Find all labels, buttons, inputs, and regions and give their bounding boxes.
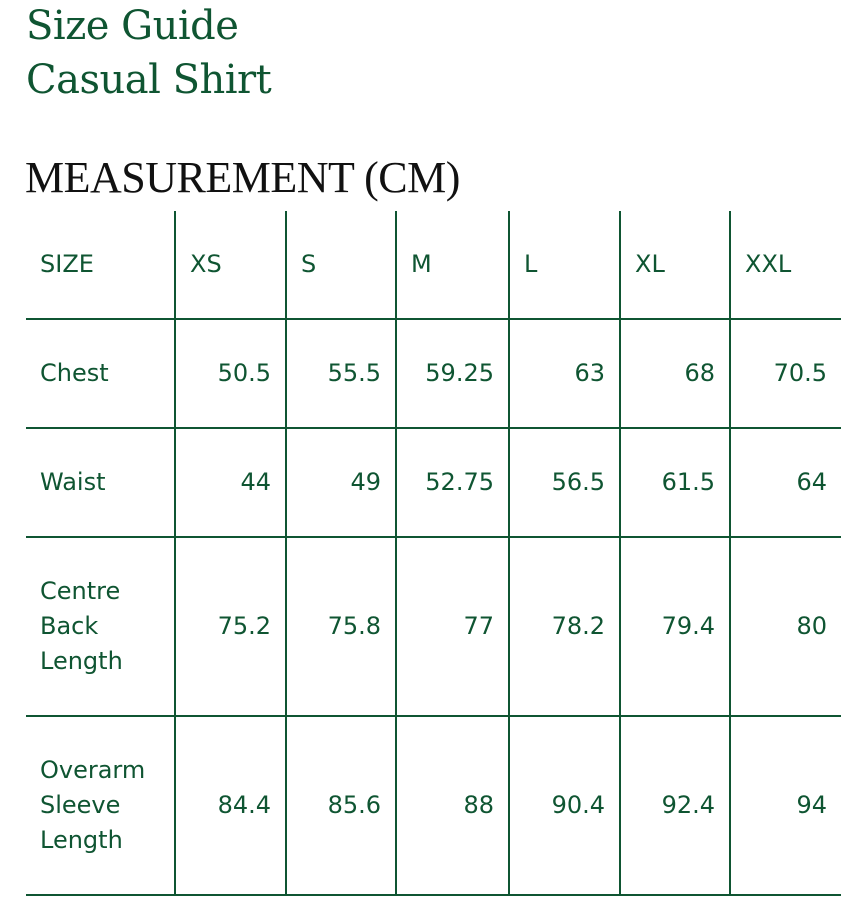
size-header-l: L xyxy=(509,211,620,319)
table-cell: 84.4 xyxy=(175,716,286,895)
label-line: Length xyxy=(40,647,123,675)
size-header-s: S xyxy=(286,211,396,319)
table-cell: 94 xyxy=(730,716,841,895)
table-cell: 75.8 xyxy=(286,537,396,716)
table-cell: 79.4 xyxy=(620,537,730,716)
table-cell: 50.5 xyxy=(175,319,286,428)
label-line: Sleeve xyxy=(40,791,121,819)
label-line: Overarm xyxy=(40,756,146,784)
page-title: Size Guide xyxy=(26,3,239,49)
label-line: Back xyxy=(40,612,99,640)
table-row-overarm-sleeve-length xyxy=(26,716,841,895)
table-cell: 68 xyxy=(620,319,730,428)
table-cell: 55.5 xyxy=(286,319,396,428)
table-cell: 44 xyxy=(175,428,286,537)
table-cell: 59.25 xyxy=(396,319,509,428)
table-cell: 75.2 xyxy=(175,537,286,716)
size-header-m: M xyxy=(396,211,509,319)
header-row xyxy=(26,211,841,319)
table-cell: 63 xyxy=(509,319,620,428)
size-header-xs: XS xyxy=(175,211,286,319)
row-label-chest: Chest xyxy=(26,319,175,428)
size-header-label: SIZE xyxy=(26,211,175,319)
table-cell: 56.5 xyxy=(509,428,620,537)
table-cell: 92.4 xyxy=(620,716,730,895)
table-row-waist xyxy=(26,428,841,537)
row-label-overarm-sleeve-length xyxy=(26,716,175,895)
size-table xyxy=(26,211,841,896)
row-label-waist: Waist xyxy=(26,428,175,537)
table-cell: 52.75 xyxy=(396,428,509,537)
table-cell: 78.2 xyxy=(509,537,620,716)
table-cell: 85.6 xyxy=(286,716,396,895)
row-label-centre-back-length xyxy=(26,537,175,716)
table-cell: 90.4 xyxy=(509,716,620,895)
label-line: Length xyxy=(40,826,123,854)
table-cell: 80 xyxy=(730,537,841,716)
size-header-xl: XL xyxy=(620,211,730,319)
label-line: Centre xyxy=(40,577,121,605)
product-name: Casual Shirt xyxy=(26,57,272,103)
table-row-chest xyxy=(26,319,841,428)
size-header-xxl: XXL xyxy=(730,211,841,319)
measurement-heading: MEASUREMENT (CM) xyxy=(25,153,460,202)
table-cell: 77 xyxy=(396,537,509,716)
table-cell: 49 xyxy=(286,428,396,537)
table-cell: 70.5 xyxy=(730,319,841,428)
table-cell: 61.5 xyxy=(620,428,730,537)
table-cell: 88 xyxy=(396,716,509,895)
table-cell: 64 xyxy=(730,428,841,537)
table-row-centre-back-length xyxy=(26,537,841,716)
